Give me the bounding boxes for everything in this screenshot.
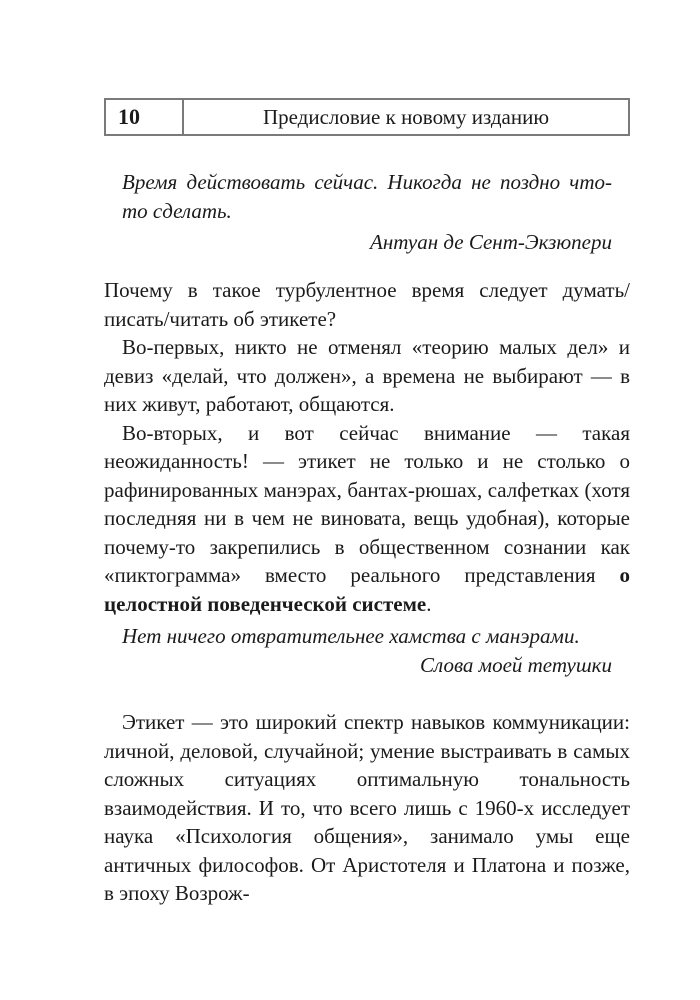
epigraph-1-quote: Время действовать сейчас. Никогда не поздно что-то сделать. [122, 170, 612, 223]
body-text-block-2 [104, 708, 630, 908]
paragraph-3-text: Во-вторых, и вот сейчас внимание — такая неожиданность! — этикет не только и не столько о рафинированных манэрах, бантах-рюшах, салфетках (хотя последняя ни в чем не виновата, вещь удобная), которые почему-то закрепились в общественном сознании как «пиктограмма» вместо реального представления [104, 420, 630, 587]
paragraph-1: Почему в такое турбулентное время следует думать/писать/читать об этикете? [104, 278, 630, 331]
epigraph-1 [122, 168, 612, 257]
paragraph-3-end: . [426, 591, 432, 616]
running-header [104, 98, 630, 136]
paragraph-4: Этикет — это широкий спектр навыков коммуникации: личной, деловой, случайной; умение выстраивать в самых сложных ситуациях оптимальную тональность взаимодействия. И то, что всего лишь с 1960-х исследует наука «Психология общения», занимало умы еще античных философов. От Аристотеля и Платона и позже, в эпоху Возрож- [104, 710, 630, 905]
epigraph-2-quote: Нет ничего отвратительнее хамства с манэрами. [122, 624, 580, 648]
epigraph-1-author: Антуан де Сент-Экзюпери [370, 230, 612, 254]
paragraph-3 [104, 419, 630, 619]
epigraph-2 [122, 622, 612, 680]
epigraph-2-author: Слова моей тетушки [420, 653, 612, 677]
running-title: Предисловие к новому изданию [262, 104, 550, 129]
paragraph-3-bold-phrase: о целостной поведенческой системе [104, 563, 630, 616]
page-number: 10 [106, 100, 184, 134]
body-text-block-1 [104, 276, 630, 618]
paragraph-2: Во-первых, никто не отменял «теорию малых дел» и девиз «делай, что должен», а времена не выбирают — в них живут, работают, общаются. [104, 335, 630, 416]
